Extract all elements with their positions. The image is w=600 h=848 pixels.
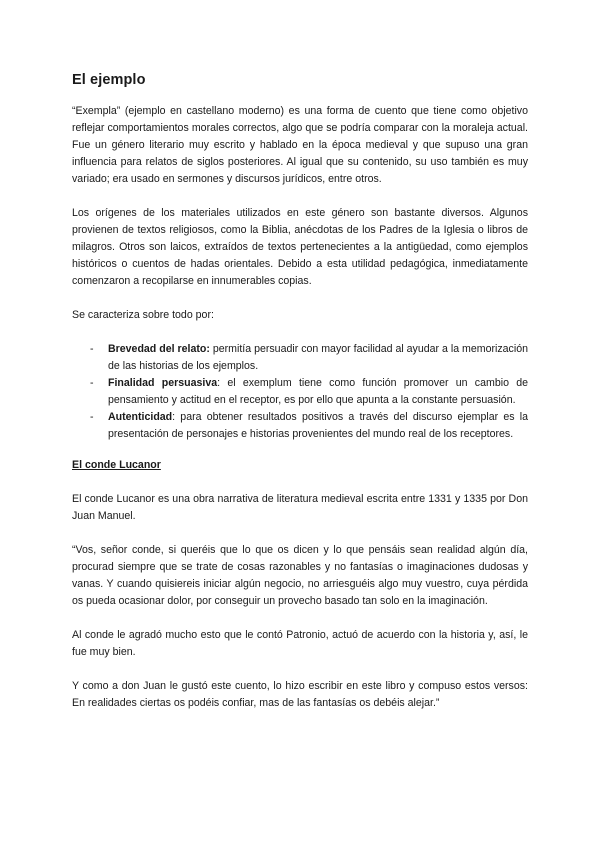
document-page: [72, 72, 528, 712]
features-intro: Se caracteriza sobre todo por:: [72, 309, 214, 321]
feature-text: : el exemplum tiene como función promover un cambio de pensamiento y actitud en el receptor, es por ello que apunta a la constante persuasión.: [108, 377, 528, 406]
feature-item: [72, 341, 528, 375]
section-paragraph-3: Al conde le agradó mucho esto que le contó Patronio, actuó de acuerdo con la historia y, así, le fue muy bien.: [72, 629, 528, 658]
feature-item: [72, 409, 528, 443]
paragraph-spacer: [72, 290, 528, 307]
section-paragraph-1: El conde Lucanor es una obra narrativa de literatura medieval escrita entre 1331 y 1335 por Don Juan Manuel.: [72, 493, 528, 522]
intro-paragraph-2: Los orígenes de los materiales utilizados en este género son bastante diversos. Algunos provienen de textos religiosos, como la Biblia, anécdotas de los Padres de la Iglesia o libros de milagros. Otros son laicos, extraídos de textos pertenecientes a la antigüedad, como ejemplos históricos o cuentos de hadas orientales. Debido a esta utilidad pedagógica, inmediatamente comenzaron a recopilarse en innumerables copias.: [72, 207, 528, 287]
list-dash: -: [90, 411, 94, 423]
paragraph-spacer: [72, 525, 528, 542]
section-title: El conde Lucanor: [72, 459, 161, 471]
intro-paragraph-1: “Exempla” (ejemplo en castellano moderno) es una forma de cuento que tiene como objetivo reflejar comportamientos morales correctos, algo que se podría comparar con la moraleja actual. Fue un género literario muy escrito y hablado en la época medieval y que supuso una gran influencia para relatos de siglos posteriores. Al igual que su contenido, su uso también es muy variado; era usado en sermones y discursos jurídicos, entre otros.: [72, 105, 528, 185]
paragraph-spacer: [72, 324, 528, 341]
paragraph-spacer: [72, 610, 528, 627]
paragraph-spacer: [72, 661, 528, 678]
list-dash: -: [90, 377, 94, 389]
document-title: El ejemplo: [72, 72, 146, 88]
feature-term: Brevedad del relato:: [108, 343, 210, 355]
feature-term: Autenticidad: [108, 411, 173, 423]
feature-term: Finalidad persuasiva: [108, 377, 218, 389]
feature-item: [72, 375, 528, 409]
list-dash: -: [90, 343, 94, 355]
features-list: [72, 341, 528, 443]
feature-text: permitía persuadir con mayor facilidad al ayudar a la memorización de las historias de los ejemplos.: [108, 343, 528, 372]
section-paragraph-4: Y como a don Juan le gustó este cuento, lo hizo escribir en este libro y compuso estos versos: En realidades ciertas os podéis confiar, mas de las fantasías os debéis alejar.”: [72, 680, 528, 709]
paragraph-spacer: [72, 188, 528, 205]
section-paragraph-2: “Vos, señor conde, si queréis que lo que os dicen y lo que pensáis sean realidad algún día, procurad siempre que se trate de cosas razonables y no fantasías o imaginaciones dudosas y vanas. Y cuando quisiereis iniciar algún negocio, no arriesguéis algo muy vuestro, cuya pérdida os pueda ocasionar dolor, por conseguir un provecho basado tan solo en la imaginación.: [72, 544, 528, 607]
feature-text: : para obtener resultados positivos a través del discurso ejemplar es la presentación de personajes e historias provenientes del mundo real de los receptores.: [108, 411, 528, 440]
